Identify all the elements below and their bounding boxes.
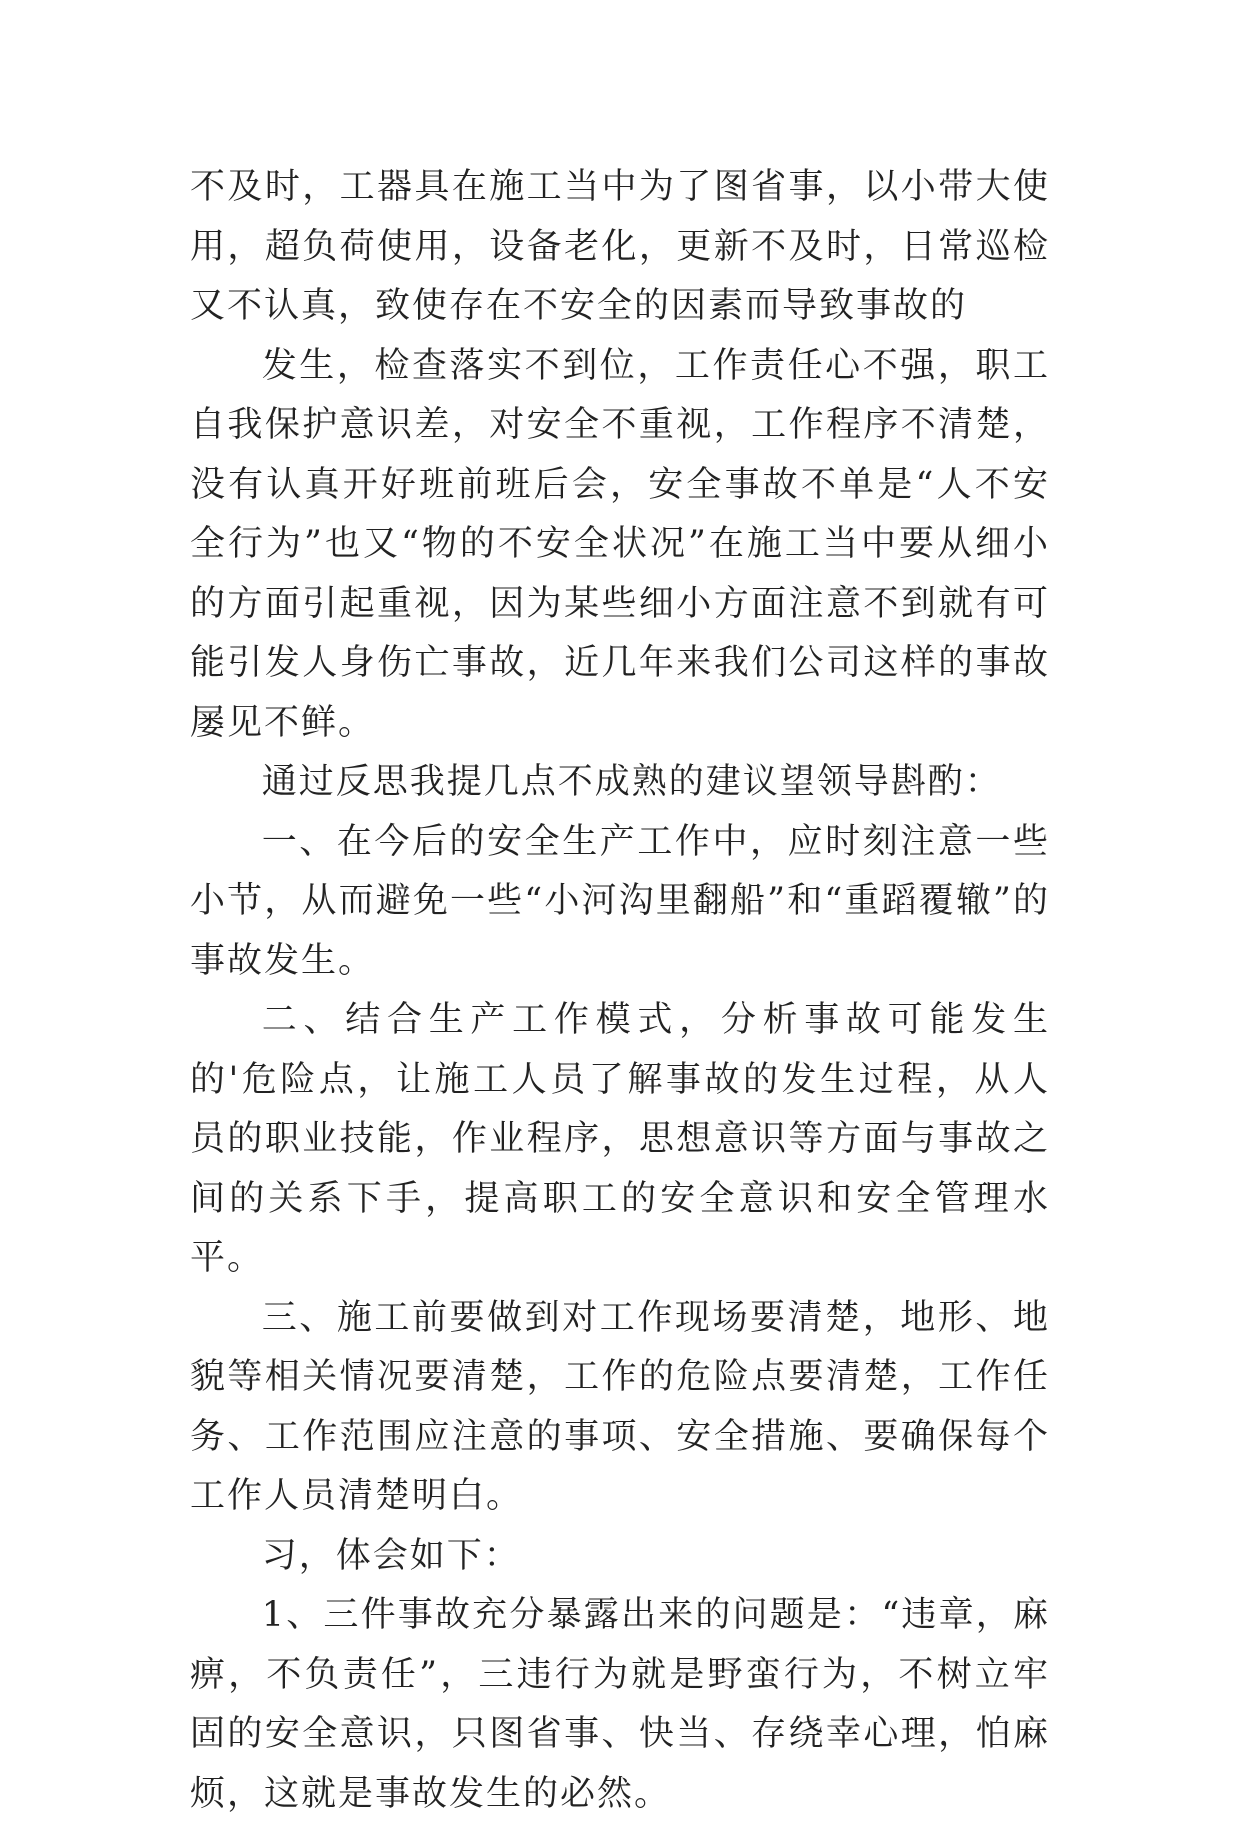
paragraph-suggestions-intro: 通过反思我提几点不成熟的建议望领导斟酌： xyxy=(261,762,1002,802)
paragraph-suggestion-3: 三、施工前要做到对工作现场要清楚，地形、地貌等相关情况要清楚，工作的危险点要清楚，工作任务、工作范围应注意的事项、安全措施、要确保每个工作人员清楚明白。 xyxy=(190,1297,1050,1516)
paragraph-suggestion-2: 二、结合生产工作模式，分析事故可能发生的'危险点，让施工人员了解事故的发生过程，从人员的职业技能，作业程序，思想意识等方面与事故之间的关系下手，提高职工的安全意识和安全管理水平。 xyxy=(190,1000,1050,1278)
paragraph-experience-intro: 习，体会如下： xyxy=(261,1535,521,1576)
paragraph-suggestion-1: 一、在今后的安全生产工作中，应时刻注意一些小节，从而避免一些“小河沟里翻船”和“重蹈覆辙”的事故发生。 xyxy=(190,821,1050,981)
paragraph-continuation: 不及时，工器具在施工当中为了图省事，以小带大使用，超负荷使用，设备老化，更新不及时，日常巡检又不认真，致使存在不安全的因素而导致事故的 xyxy=(190,167,1050,326)
paragraph-experience-1: 1、三件事故充分暴露出来的问题是：“违章，麻痹，不负责任”，三违行为就是野蛮行为，不树立牢固的安全意识，只图省事、快当、存绕幸心理，怕麻烦，这就是事故发生的必然。 xyxy=(190,1595,1050,1814)
paragraph-causes: 发生，检查落实不到位，工作责任心不强，职工自我保护意识差，对安全不重视，工作程序不清楚，没有认真开好班前班后会，安全事故不单是“人不安全行为”也又“物的不安全状况”在施工当中要从细小的方面引起重视，因为某些细小方面注意不到就有可能引发人身伤亡事故，近几年来我们公司这样的事故屡见不鲜。 xyxy=(190,345,1050,743)
document-body xyxy=(190,158,1050,1824)
